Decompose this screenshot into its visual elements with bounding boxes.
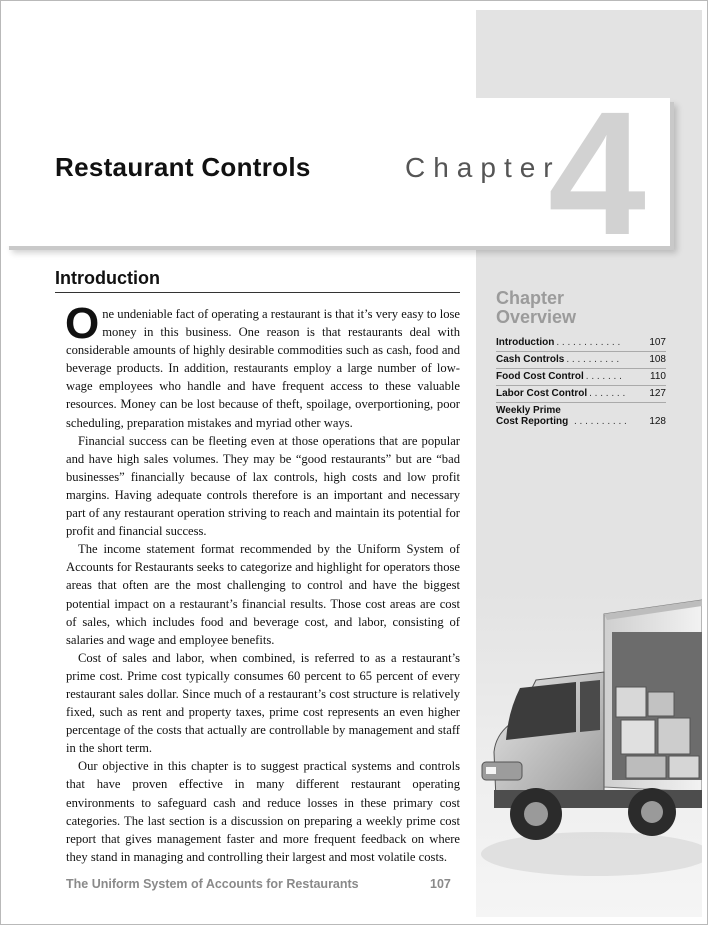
paragraph: Our objective in this chapter is to suggest practical systems and controls that have proven effective in many different restaurant operating environments to safeguard cash and reduce losses in these primary cost categories. The last section is a discussion on preparing a weekly prime cost report that gives management faster and more frequent feedback on where they stand in managing and controlling their largest and most volatile costs.	[66, 759, 460, 864]
drop-cap: O	[65, 299, 100, 348]
body-text	[65, 299, 460, 866]
delivery-truck-icon	[476, 592, 702, 917]
paragraph: Financial success can be fleeting even at those operations that are popular and have high sales volumes. They may be “good restaurants” but are “bad businesses” financially because of lax controls, high costs and low profit margins. Having adequate controls therefore is an important and necessary part of any restaurant operation striving to reach and maintain its potential for profit and financial success.	[66, 433, 460, 539]
paragraph: One undeniable fact of operating a restaurant is that it’s very easy to lose money in this business. One reason is that restaurants deal with considerable amounts of highly desirable commodities such as cash, food and beverage products. In addition, restaurants employ a large number of low-wage employees who handle and have frequent access to these valuable resources. Money can be lost because of theft, spoilage, overportioning, poor scheduling, preparation mistakes and myriad other ways.	[65, 299, 460, 430]
paragraph: Cost of sales and labor, when combined, is referred to as a restaurant’s prime cost. Prime cost typically consumes 60 percent to 65 percent of every restaurant sales dollar. Since much of a restaurant’s cost structure is relatively fixed, such as rent and property taxes, prime cost represents an even higher percentage of the costs that actually are controllable by management and staff in the short term.	[66, 650, 460, 756]
chapter-title: Restaurant Controls	[55, 152, 311, 182]
toc-item-labor-cost-control[interactable]: Labor Cost Control . . . . . . . 127	[496, 386, 666, 403]
footer-book-title: The Uniform System of Accounts for Restaurants	[66, 877, 359, 891]
chapter-label: Chapter	[405, 152, 561, 183]
section-heading-introduction: Introduction	[55, 268, 460, 293]
chapter-overview-heading: Chapter Overview	[496, 288, 577, 327]
toc-item-weekly-prime-cost-reporting[interactable]: Weekly Prime Cost Reporting . . . . . . . . . . 128	[496, 405, 666, 427]
toc-item-food-cost-control[interactable]: Food Cost Control . . . . . . . 110	[496, 369, 666, 386]
delivery-truck-image	[476, 592, 702, 917]
toc-item-introduction[interactable]: Introduction . . . . . . . . . . . . 107	[496, 335, 666, 352]
chapter-number: 4	[548, 76, 646, 272]
chapter-overview-toc	[496, 335, 666, 430]
toc-item-cash-controls[interactable]: Cash Controls . . . . . . . . . . 108	[496, 352, 666, 369]
paragraph: The income statement format recommended by the Uniform System of Accounts for Restaurants seeks to categorize and highlight for operators those areas that often are the most challenging to control and have the biggest potential impact on a restaurant’s financial results. Those cost areas are cost of sales, which includes food and beverage cost, and labor, consisting of salaries and wage and employee benefits.	[66, 542, 460, 647]
footer-page-number: 107	[430, 877, 451, 891]
